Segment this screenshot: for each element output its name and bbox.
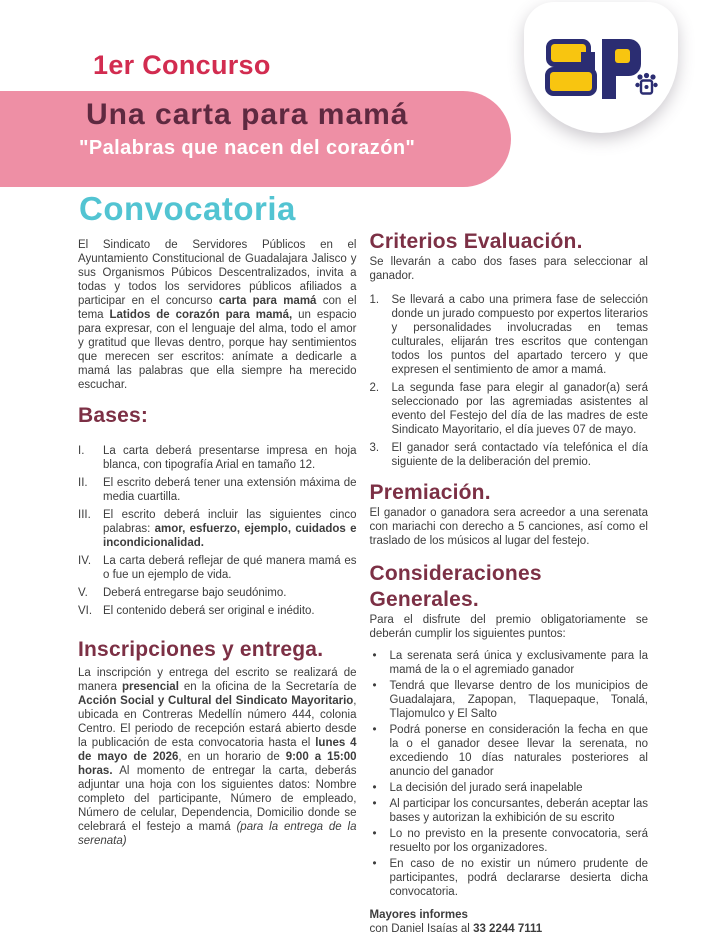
list-item: La carta deberá presentarse impresa en hoja blanca, con tipografía Arial en tamaño 12. xyxy=(103,445,357,471)
list-item: • Lo no previsto en la presente convocatoria, será resuelto por los organizadores. xyxy=(370,827,649,855)
consideraciones-lead: Para el disfrute del premio obligatoriamente se deberán cumplir los siguientes puntos: xyxy=(369,614,648,640)
guadalajara-crest-icon xyxy=(635,73,657,94)
contact-line: con Daniel Isaías al 33 2244 7111 xyxy=(369,923,543,935)
list-item: Se llevará a cabo una primera fase de selección donde un jurado compuesto por expertos literarios y personalidades involucradas en temas culturales, elijarán tres escritos que contengan todos los puntos del apartado tercero y que expresen el sentimiento de amor a mamá. xyxy=(391,294,648,376)
list-item: El ganador será contactado vía telefónica el día siguiente de la deliberación del premio. xyxy=(391,442,648,468)
list-item: • La decisión del jurado será inapelable xyxy=(370,781,649,795)
premiacion-heading: Premiación. xyxy=(369,481,491,504)
list-item: La segunda fase para elegir al ganador(a) será seleccionado por las agremiadas asistentes al evento del Festejo del día de las madres de este Sindicato Mayoritario, el día jueves 07 de mayo. xyxy=(391,382,648,436)
left-column xyxy=(78,234,357,936)
sp-logo-icon xyxy=(545,38,657,100)
bases-list xyxy=(78,444,357,618)
list-item: • La serenata será única y exclusivamente para la mamá de la o el agremiado ganador xyxy=(370,649,649,677)
contest-kicker: 1er Concurso xyxy=(93,50,271,80)
consideraciones-heading: Consideraciones Generales. xyxy=(369,562,542,611)
contact-label: Mayores informes xyxy=(369,909,468,921)
contest-title: Una carta para mamá xyxy=(86,98,409,131)
right-column xyxy=(369,230,649,936)
list-item: • Tendrá que llevarse dentro de los municipios de Guadalajara, Zapopan, Tlaquepaque, Tonalá, Tlajomulco y El Salto xyxy=(370,679,649,721)
list-item: • Podrá ponerse en consideración la fecha en que la o el ganador desee llevar la serenata, no excediendo 10 días naturales posteriores al anuncio del ganador xyxy=(370,723,649,779)
list-item: • Al participar los concursantes, deberán aceptar las bases y autorizan la exhibición de su escrito xyxy=(370,797,649,825)
convocatoria-heading: Convocatoria xyxy=(79,190,296,227)
list-item: El escrito deberá incluir las siguientes cinco palabras: amor, esfuerzo, ejemplo, cuidados e incondicionalidad. xyxy=(103,509,357,549)
list-item: La carta deberá reflejar de qué manera mamá es o fue un ejemplo de vida. xyxy=(103,555,357,581)
inscripciones-heading: Inscripciones y entrega. xyxy=(78,638,324,661)
list-item: Deberá entregarse bajo seudónimo. xyxy=(103,587,287,599)
list-item: El escrito deberá tener una extensión máxima de media cuartilla. xyxy=(103,477,357,503)
contact-info xyxy=(370,908,649,936)
premiacion-paragraph: El ganador o ganadora sera acreedor a una serenata con mariachi con derecho a 5 canciones, así como el traslado de los músicos al lugar del festejo. xyxy=(369,507,648,547)
bases-heading: Bases: xyxy=(78,404,149,427)
title-banner xyxy=(0,91,511,187)
list-item: • En caso de no existir un número prudente de participantes, podrá declararse desierta dicha convocatoria. xyxy=(370,857,649,899)
list-item: El contenido deberá ser original e inédito. xyxy=(103,605,315,617)
criterios-heading: Criterios Evaluación. xyxy=(369,230,583,253)
contest-subtitle: "Palabras que nacen del corazón" xyxy=(79,137,416,159)
criterios-list xyxy=(370,293,649,469)
body-columns xyxy=(78,230,648,936)
intro-paragraph: El Sindicato de Servidores Públicos en el Ayuntamiento Constitucional de Guadalajara Jalisco y sus Organismos Púbicos Descentralizados, invita a todas y todos los servidores públicos afiliados a participar en el concurso carta para mamá con el tema Latidos de corazón para mamá, un espacio para expresar, con el lenguaje del alma, todo el amor y gratitud que llevas dentro, porque hay sentimientos que merecen ser escritos: anímate a dedicarle a mamá las palabras que ella siempre ha merecido escuchar. xyxy=(78,239,357,391)
inscripciones-paragraph: La inscripción y entrega del escrito se realizará de manera presencial en la oficina de la Secretaría de Acción Social y Cultural del Sindicato Mayoritario, ubicada en Contreras Medellín número 444, colonia Centro. El periodo de recepción estará abierto desde la publicación de esta convocatoria hasta el lunes 4 de mayo de 2026, en un horario de 9:00 a 15:00 horas. Al momento de entregar la carta, deberás adjuntar una hoja con los siguientes datos: Nombre completo del participante, Número de empleado, Número de celular, Dependencia, Domicilio donde se celebrará el festejo a mamá (para la entrega de la serenata) xyxy=(78,667,357,847)
criterios-lead: Se llevarán a cabo dos fases para seleccionar al ganador. xyxy=(369,256,648,282)
sp-union-logo-badge xyxy=(524,2,678,133)
consideraciones-list xyxy=(370,649,649,899)
